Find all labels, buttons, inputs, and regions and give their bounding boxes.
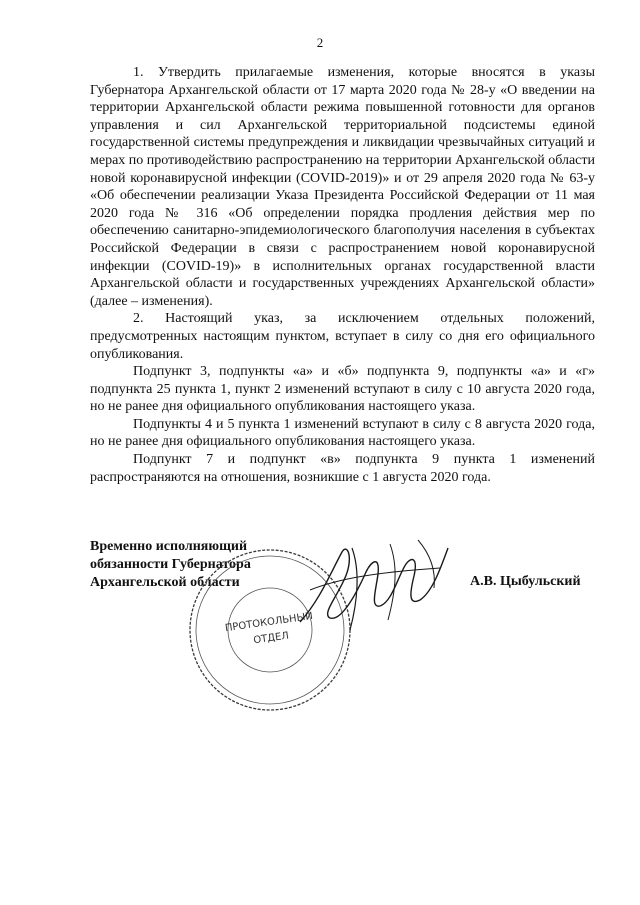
handwritten-signature	[290, 530, 465, 640]
signatory-title-line2: обязанности Губернатора	[90, 557, 251, 572]
signatory-name: А.В. Цыбульский	[470, 574, 581, 589]
document-body	[90, 64, 595, 486]
paragraph-5: Подпункт 7 и подпункт «в» подпункта 9 пункта 1 изменений распространяются на отношения, возникшие с 1 августа 2020 года.	[90, 452, 595, 485]
stamp-center-line2: ОТДЕЛ	[252, 630, 290, 647]
paragraph-2: 2. Настоящий указ, за исключением отдельных положений, предусмотренных настоящим пунктом, вступает в силу со дня его официального опубликования.	[90, 311, 595, 362]
paragraph-3: Подпункт 3, подпункты «а» и «б» подпункта 9, подпункты «а» и «г» подпункта 25 пункта 1, пункт 2 изменений вступают в силу с 10 августа 2020 года, но не ранее дня официального опубликования настоящего указа.	[90, 364, 595, 415]
paragraph-4: Подпункты 4 и 5 пункта 1 изменений вступают в силу с 8 августа 2020 года, но не ранее дня официального опубликования настоящего указа.	[90, 416, 595, 450]
page-number: 2	[316, 35, 324, 50]
signatory-title-line3: Архангельской области	[90, 575, 240, 590]
paragraph-1: 1. Утвердить прилагаемые изменения, которые вносятся в указы Губернатора Архангельской области от 17 марта 2020 года № 28-у «О введении на территории Архангельской области режима повышенной готовности для органов управления и сил Архангельской территориальной подсистемы единой государственной системы предупреждения и ликвидации чрезвычайных ситуаций и мерах по противодействию распространению на территории Архангельской области новой коронавирусной инфекции (COVID-2019)» и от 29 апреля 2020 года № 63-у «Об обеспечении реализации Указа Президента Российской Федерации от 11 мая 2020 года № 316 «Об определении порядка продления действия мер по обеспечению санитарно-эпидемиологического благополучия населения в субъектах Российской Федерации в связи с распространением новой коронавирусной инфекции (COVID-19)» в исполнительных органах государственной власти Архангельской области и государственных учреждениях Архангельской области» (далее – изменения).	[90, 65, 595, 309]
stamp-center-line1: ПРОТОКОЛЬНЫЙ	[224, 610, 314, 635]
signatory-title-line1: Временно исполняющий	[90, 539, 248, 554]
